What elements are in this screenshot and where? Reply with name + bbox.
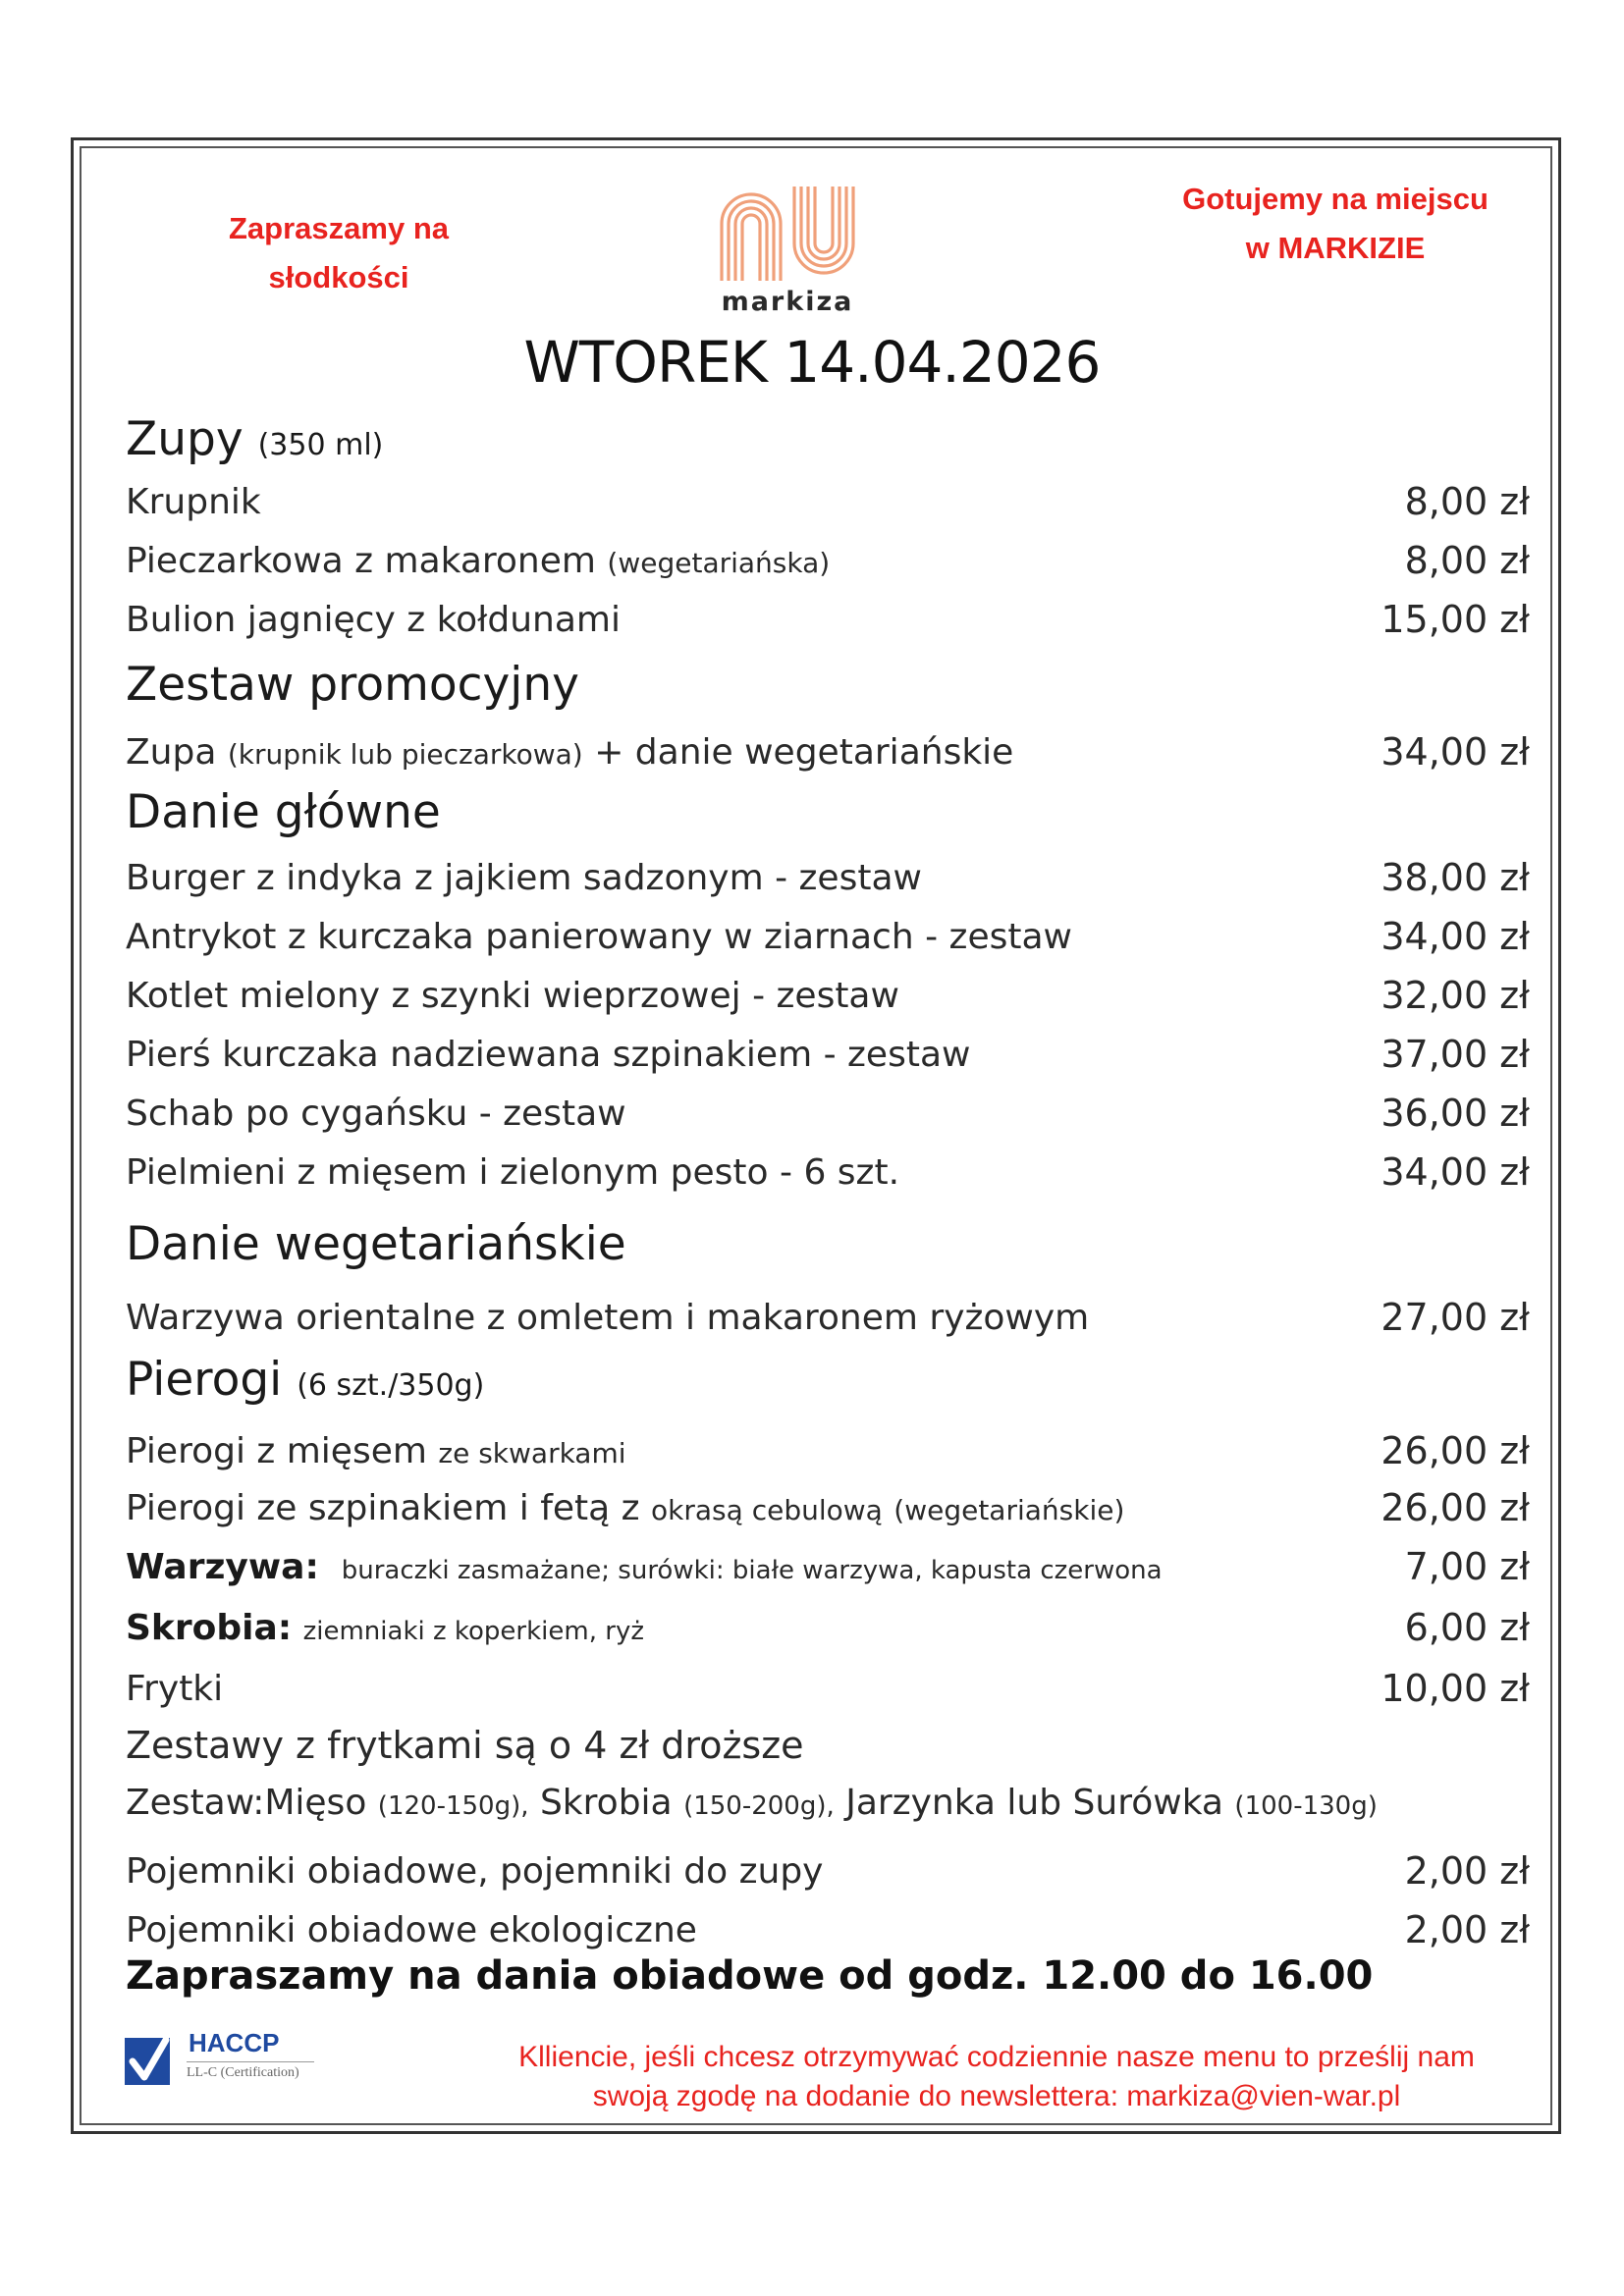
item-name: Bulion jagnięcy z kołdunami: [126, 599, 621, 640]
item-name-text: Pierogi ze szpinakiem i fetą z: [126, 1487, 640, 1528]
item-name: [126, 1608, 1405, 1648]
item-price: 2,00 zł: [1404, 1908, 1530, 1951]
menu-item: [126, 1084, 1530, 1143]
sweets-note: [196, 204, 481, 302]
item-name: Krupnik: [126, 481, 261, 522]
newsletter-note: [432, 2038, 1561, 2116]
item-price: 8,00 zł: [1404, 539, 1530, 582]
cooking-note-line-1: Gotujemy na miejscu: [1182, 182, 1489, 216]
fries-info-text: Zestawy z frytkami są o 4 zł droższe: [126, 1724, 804, 1767]
menu-item: [126, 722, 1530, 781]
item-name-text: Zupa: [126, 731, 217, 773]
markiza-logo: [714, 185, 861, 283]
item-name: Burger z indyka z jajkiem sadzonym - zestaw: [126, 857, 922, 898]
item-name: Pojemniki obiadowe ekologiczne: [126, 1909, 697, 1950]
menu-item: [126, 966, 1530, 1025]
fries-info: [126, 1716, 1530, 1775]
set-part-b-note: (150-200g),: [683, 1790, 835, 1821]
item-note: (wegetariańska): [607, 546, 831, 579]
section-dumplings-note: (6 szt./350g): [297, 1368, 485, 1403]
cooking-note-line-2: w MARKIZIE: [1245, 231, 1426, 265]
item-name: Warzywa orientalne z omletem i makaronem ryżowym: [126, 1297, 1090, 1338]
newsletter-line-2: swoją zgodę na dodanie do newslettera: markiza@vien-war.pl: [592, 2080, 1401, 2112]
set-definition-text: [126, 1783, 1530, 1823]
set-part-a: Zestaw:Mięso: [126, 1782, 367, 1823]
item-label: Skrobia:: [126, 1607, 293, 1648]
item-price: 34,00 zł: [1380, 1150, 1530, 1194]
menu-item: [126, 531, 1530, 590]
item-price: 6,00 zł: [1404, 1606, 1530, 1649]
menu-item: [126, 1900, 1530, 1959]
page-title: WTOREK 14.04.2026: [523, 329, 1101, 396]
item-price: 32,00 zł: [1380, 974, 1530, 1017]
cooking-note: [1139, 175, 1532, 273]
set-part-c: Jarzynka lub Surówka: [845, 1782, 1223, 1823]
item-price: 7,00 zł: [1404, 1545, 1530, 1588]
menu-item: [126, 907, 1530, 966]
item-name: [126, 1488, 1380, 1528]
item-price: 10,00 zł: [1380, 1667, 1530, 1710]
section-soups-title: Zupy: [126, 412, 244, 466]
haccp-subtitle: LL-C (Certification): [187, 2065, 299, 2080]
item-price: 2,00 zł: [1404, 1849, 1530, 1893]
menu-item: [126, 1143, 1530, 1201]
menu-item: [126, 848, 1530, 907]
item-note-2: (wegetariańskie): [893, 1493, 1125, 1526]
item-name: Frytki: [126, 1668, 224, 1709]
item-price: 34,00 zł: [1380, 915, 1530, 958]
item-label: Warzywa:: [126, 1546, 319, 1587]
item-name: [126, 541, 1405, 581]
menu-item: [126, 1421, 1530, 1480]
item-name: Kotlet mielony z szynki wieprzowej - zestaw: [126, 975, 899, 1016]
item-price: 34,00 zł: [1380, 730, 1530, 774]
menu-item: [126, 1478, 1530, 1537]
section-vegetarian-title: Danie wegetariańskie: [126, 1217, 626, 1271]
section-promo: [126, 658, 579, 712]
set-definition: [126, 1773, 1530, 1832]
menu-item: [126, 1842, 1530, 1900]
section-main-title: Danie główne: [126, 785, 441, 839]
item-note: buraczki zasmażane; surówki: białe warzywa, kapusta czerwona: [341, 1555, 1163, 1585]
section-promo-title: Zestaw promocyjny: [126, 658, 579, 712]
opening-hours: Zapraszamy na dania obiadowe od godz. 12.00 do 16.00: [126, 1953, 1374, 1999]
section-soups-note: (350 ml): [257, 428, 384, 462]
menu-item: [126, 1537, 1530, 1596]
menu-item: [126, 472, 1530, 531]
item-name-text: Pierogi z mięsem: [126, 1430, 427, 1471]
set-part-c-note: (100-130g): [1234, 1790, 1378, 1821]
item-name: [126, 732, 1380, 773]
menu-item: [126, 590, 1530, 649]
item-note: okrasą cebulową: [651, 1493, 883, 1526]
section-vegetarian: [126, 1217, 626, 1271]
sweets-note-line-2: słodkości: [268, 260, 409, 294]
item-name: Pierś kurczaka nadziewana szpinakiem - zestaw: [126, 1034, 971, 1075]
menu-item: [126, 1288, 1530, 1347]
set-part-b: Skrobia: [539, 1782, 673, 1823]
menu-item: [126, 1025, 1530, 1084]
haccp-divider: [187, 2061, 314, 2062]
item-price: 36,00 zł: [1380, 1092, 1530, 1135]
item-price: 37,00 zł: [1380, 1033, 1530, 1076]
item-note: (krupnik lub pieczarkowa): [227, 737, 583, 771]
item-note: ze skwarkami: [438, 1436, 626, 1469]
item-name: Pojemniki obiadowe, pojemniki do zupy: [126, 1850, 824, 1892]
item-name: Antrykot z kurczaka panierowany w ziarnach - zestaw: [126, 916, 1072, 957]
item-name: [126, 1431, 1380, 1471]
item-price: 27,00 zł: [1380, 1296, 1530, 1339]
item-price: 38,00 zł: [1380, 856, 1530, 899]
item-name: [126, 1547, 1405, 1587]
item-price: 26,00 zł: [1380, 1486, 1530, 1529]
menu-item: [126, 1659, 1530, 1718]
item-name-text-2: + danie wegetariańskie: [594, 731, 1014, 773]
menu-item: [126, 1598, 1530, 1657]
item-name: Schab po cygańsku - zestaw: [126, 1093, 626, 1134]
section-soups: [126, 412, 383, 466]
section-dumplings-title: Pierogi: [126, 1353, 283, 1407]
item-name-text: Pieczarkowa z makaronem: [126, 540, 596, 581]
set-part-a-note: (120-150g),: [377, 1790, 529, 1821]
item-note: ziemniaki z koperkiem, ryż: [302, 1616, 644, 1646]
logo-wordmark: markiza: [721, 287, 854, 317]
section-dumplings: [126, 1353, 484, 1407]
haccp-label: HACCP: [189, 2028, 280, 2057]
newsletter-line-1: Klliencie, jeśli chcesz otrzymywać codziennie nasze menu to prześlij nam: [518, 2041, 1475, 2073]
section-main: [126, 785, 441, 839]
item-price: 15,00 zł: [1380, 598, 1530, 641]
sweets-note-line-1: Zapraszamy na: [229, 211, 449, 245]
item-price: 26,00 zł: [1380, 1429, 1530, 1472]
item-name: Pielmieni z mięsem i zielonym pesto - 6 szt.: [126, 1151, 900, 1193]
item-price: 8,00 zł: [1404, 480, 1530, 523]
